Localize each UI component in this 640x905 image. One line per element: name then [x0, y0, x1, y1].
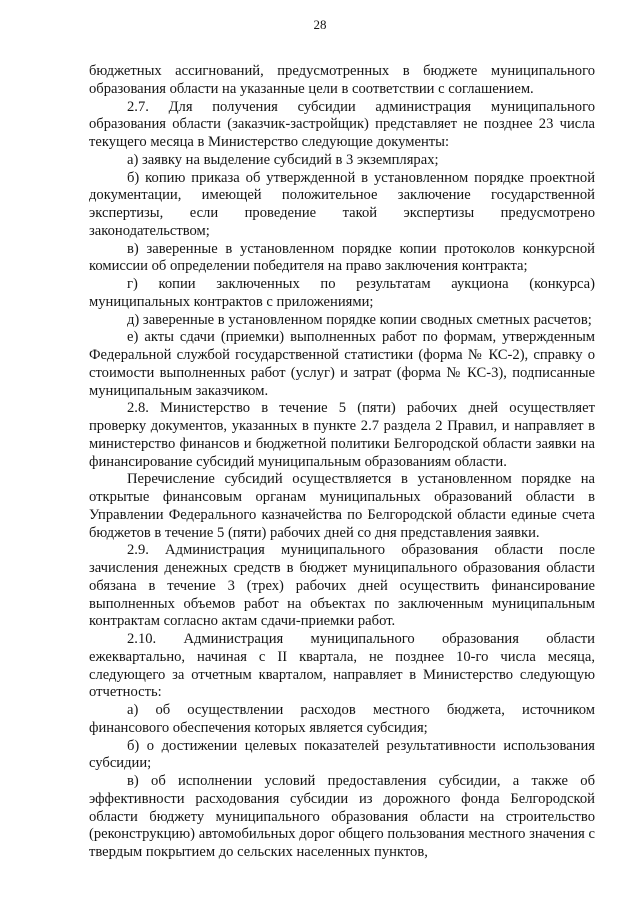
- body-paragraph: бюджетных ассигнований, предусмотренных в бюджете муниципального образования области на указанные цели в соответствии с соглашением.: [89, 63, 595, 97]
- body-paragraph: 2.7. Для получения субсидии администрация муниципального образования области (заказчик-застройщик) представляет не позднее 23 числа текущего месяца в Министерство следующие документы:: [89, 98, 595, 150]
- body-paragraph: 2.9. Администрация муниципального образования области после зачисления денежных средств в бюджет муниципального образования области обязана в течение 3 (трех) рабочих дней осуществить финансирование выполненных объемов работ на объектах по заключенным муниципальным контрактам согласно актам сдачи-приемки работ.: [89, 542, 595, 630]
- body-paragraph: в) об исполнении условий предоставления субсидии, а также об эффективности расходования субсидии из дорожного фонда Белгородской области бюджету муниципального образования области на строительство (реконструкцию) автомобильных дорог общего пользования местного значения с твердым покрытием до сельских населенных пунктов,: [89, 773, 595, 860]
- document-body: [89, 63, 595, 862]
- body-paragraph: е) акты сдачи (приемки) выполненных работ по формам, утвержденным Федеральной службой государственной статистики (форма № КС-2), справку о стоимости выполненных работ (услуг) и затрат (форма № КС-3), подписанные муниципальным заказчиком.: [89, 329, 595, 399]
- body-paragraph: г) копии заключенных по результатам аукциона (конкурса) муниципальных контрактов с приложениями;: [89, 276, 595, 310]
- body-paragraph: в) заверенные в установленном порядке копии протоколов конкурсной комиссии об определении победителя на право заключения контракта;: [89, 240, 595, 275]
- body-paragraph: 2.10. Администрация муниципального образования области ежеквартально, начиная с II квартала, не позднее 10-го числа месяца, следующего за отчетным кварталом, направляет в Министерство следующую отчетность:: [89, 631, 595, 701]
- body-paragraph: а) заявку на выделение субсидий в 3 экземплярах;: [127, 151, 439, 168]
- body-paragraph: б) копию приказа об утвержденной в установленном порядке проектной документации, имеющей положительное заключение государственной экспертизы, если проведение такой экспертизы предусмотрено законодательством;: [89, 169, 595, 239]
- body-paragraph: 2.8. Министерство в течение 5 (пяти) рабочих дней осуществляет проверку документов, указанных в пункте 2.7 раздела 2 Правил, и направляет в министерство финансов и бюджетной политики Белгородской области заявки на финансирование субсидий муниципальным образованиям области.: [89, 400, 595, 470]
- page-number: 28: [313, 17, 327, 32]
- body-paragraph: б) о достижении целевых показателей результативности использования субсидии;: [89, 737, 595, 772]
- body-paragraph: а) об осуществлении расходов местного бюджета, источником финансового обеспечения которых является субсидия;: [89, 702, 595, 736]
- body-paragraph: Перечисление субсидий осуществляется в установленном порядке на открытые финансовым органам муниципальных образований области в Управлении Федерального казначейства по Белгородской области единые счета бюджетов в течение 5 (пяти) рабочих дней со дня представления заявки.: [89, 471, 595, 541]
- body-paragraph: д) заверенные в установленном порядке копии сводных сметных расчетов;: [127, 311, 592, 328]
